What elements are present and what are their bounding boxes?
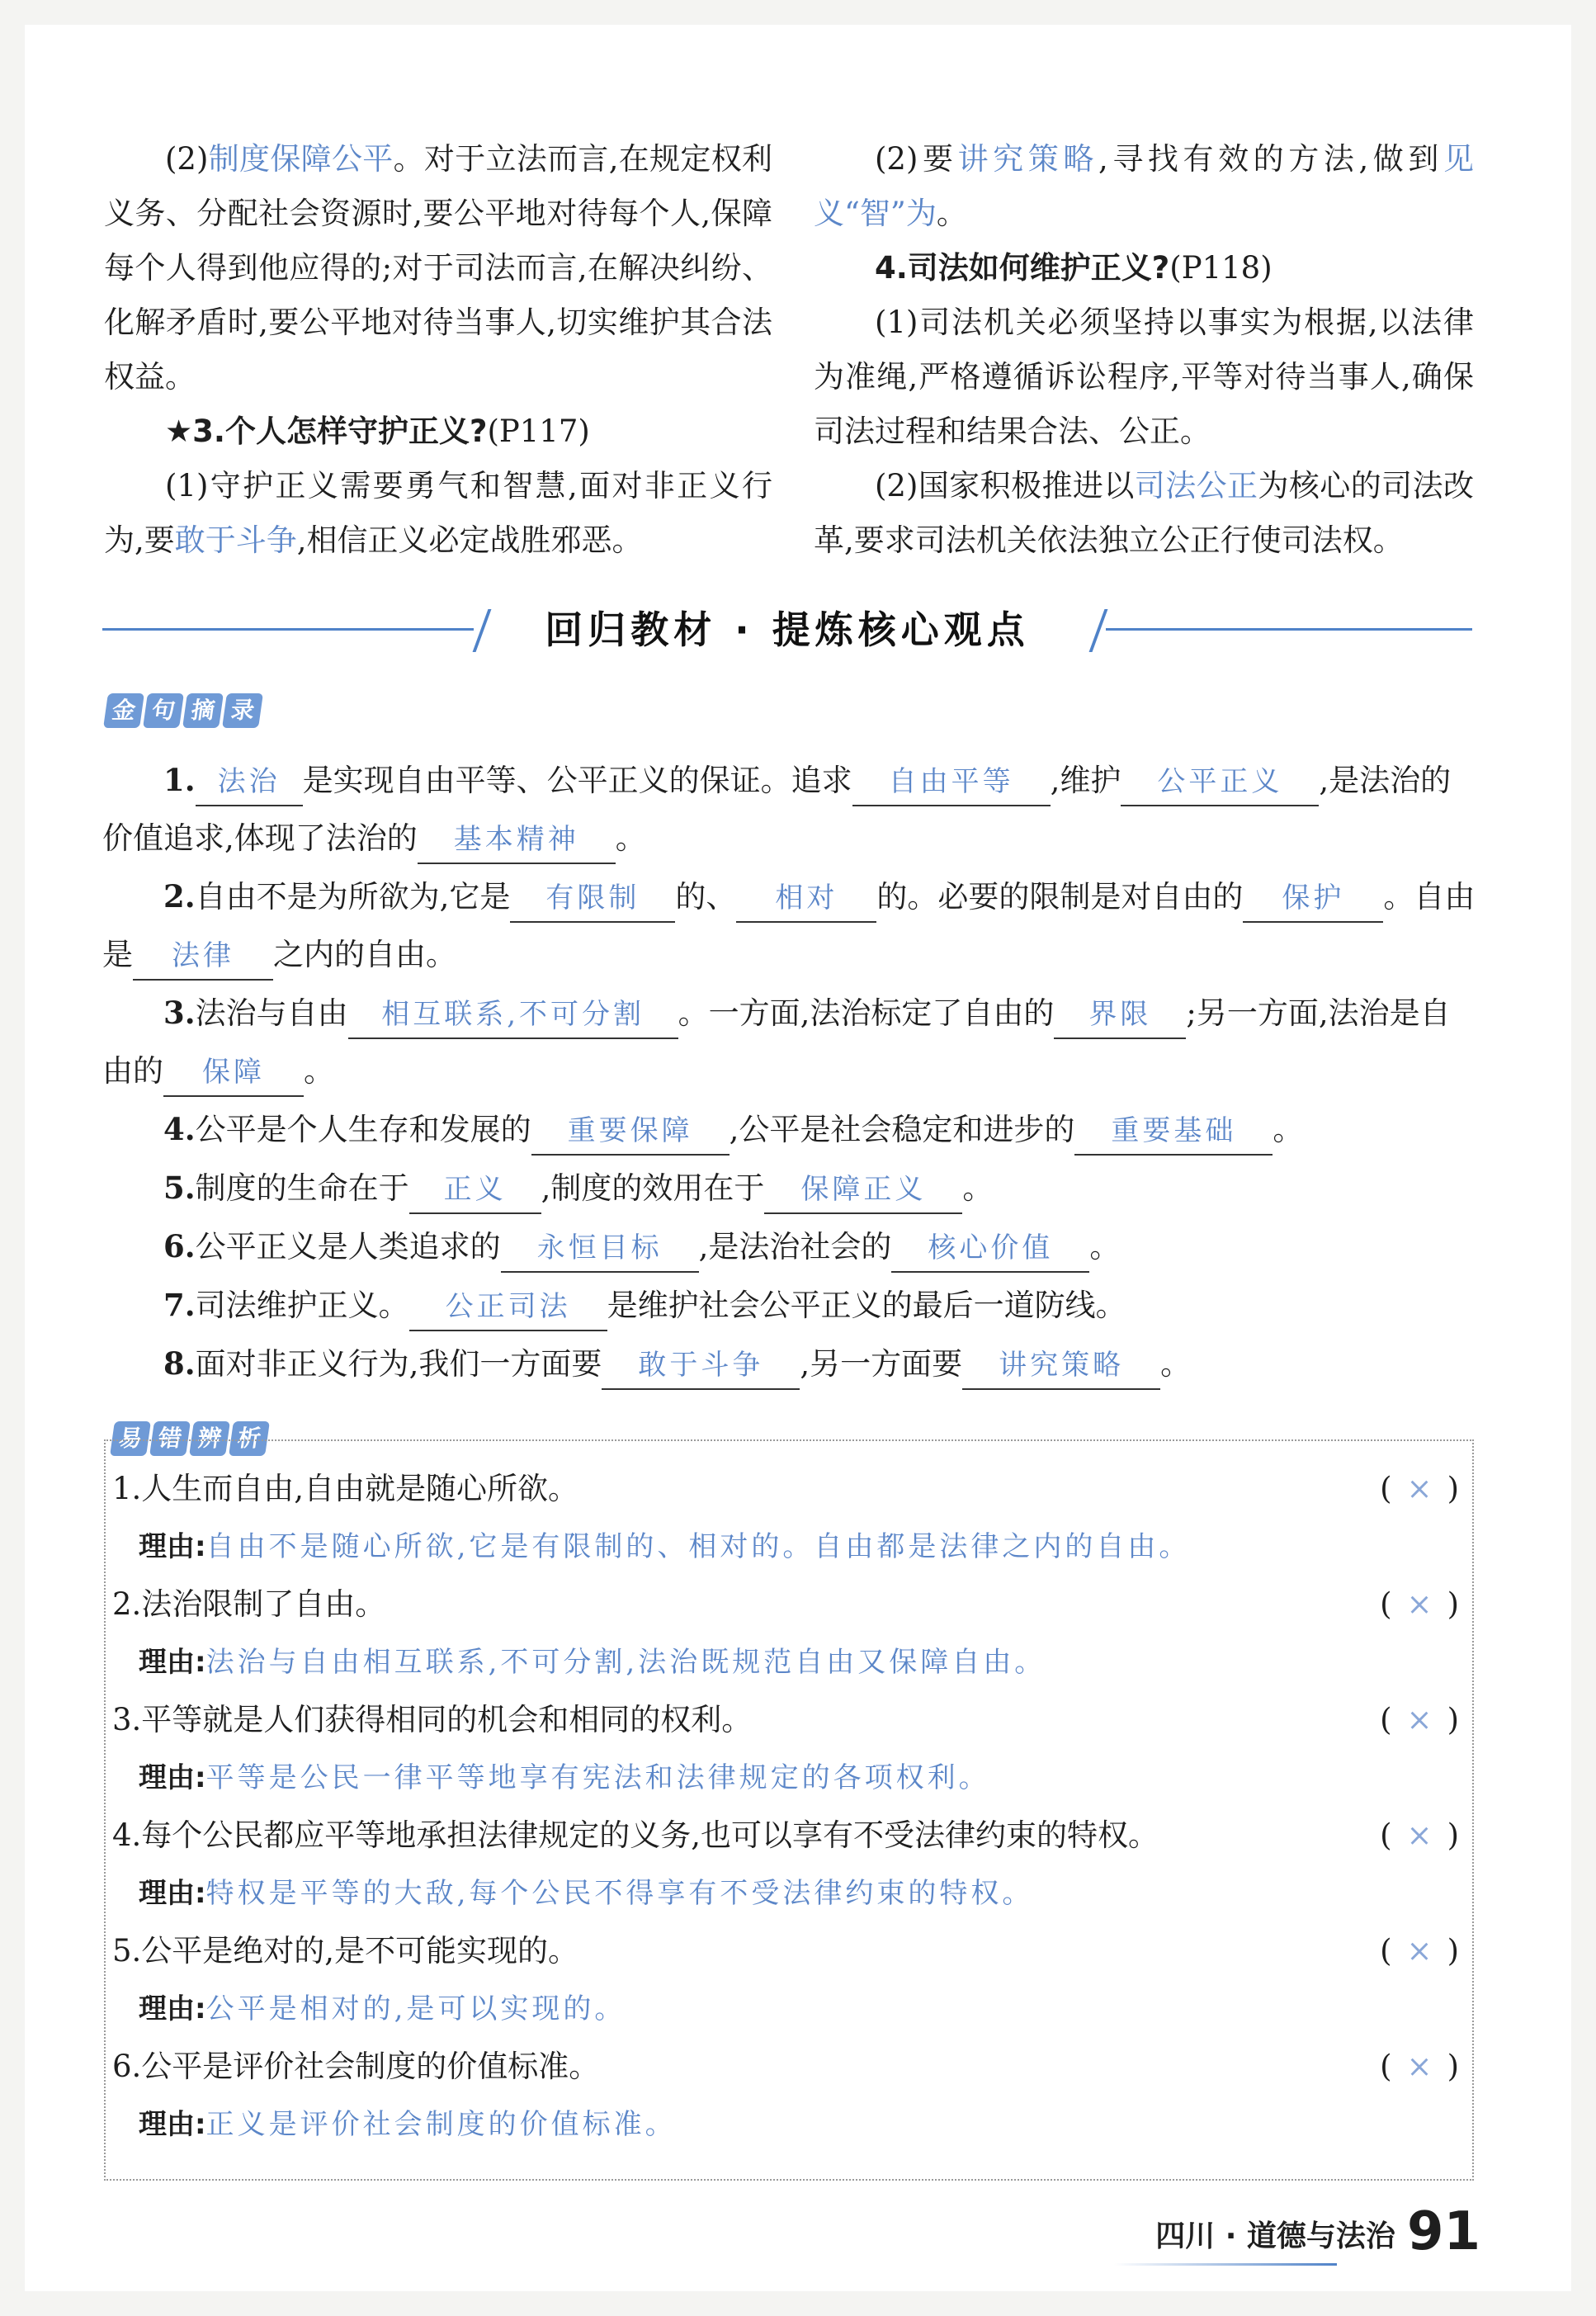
answer-blank: 相对 <box>736 875 876 923</box>
text: 公平正义是人类追求的 <box>195 1229 501 1264</box>
header-slash-left <box>473 609 492 652</box>
item-number: 1. <box>163 762 196 798</box>
paren-open: ( <box>1380 2049 1392 2084</box>
text: ,公平是社会稳定和进步的 <box>729 1112 1075 1147</box>
fill-item-8 <box>102 1335 1480 1393</box>
statement: 6.公平是评价社会制度的价值标准。 <box>112 2049 600 2084</box>
reason-3 <box>139 1755 1459 1801</box>
text: (1)守护正义需要勇气和智慧,面对非正义行为,要 <box>104 468 772 558</box>
text: 。自由是 <box>102 879 1476 972</box>
answer-text: 司法公正 <box>1134 468 1258 503</box>
paren-close: ) <box>1447 1471 1459 1506</box>
page-ref: (P117) <box>487 414 590 449</box>
question-4 <box>814 241 1474 295</box>
wrong-mark-icon: × <box>1406 1933 1433 1969</box>
item-number: 4. <box>163 1111 196 1147</box>
wrong-mark-icon: × <box>1406 1702 1433 1737</box>
fill-item-2 <box>102 867 1480 984</box>
answer-blank: 界限 <box>1054 991 1186 1039</box>
text: (2)要 <box>875 141 958 177</box>
header-slash-right <box>1089 609 1108 652</box>
paren-open: ( <box>1380 1471 1392 1506</box>
text: ,寻找有效的方法,做到 <box>1098 141 1443 177</box>
text: ,相信正义必定战胜邪恶。 <box>296 522 643 558</box>
wrong-mark-icon: × <box>1406 1471 1433 1506</box>
tag-char: 句 <box>143 693 184 728</box>
answer-blank: 正义 <box>409 1166 541 1214</box>
statement: 1.人生而自由,自由就是随心所欲。 <box>112 1471 579 1506</box>
text: 。 <box>1160 1346 1192 1382</box>
answer-paren <box>1360 2044 1459 2090</box>
item-number: 8. <box>163 1345 196 1382</box>
page-footer <box>1155 2195 1480 2262</box>
answer-text: 制度保障公平 <box>208 141 394 177</box>
answer-paren <box>1360 1581 1459 1628</box>
text: 为核心的司法改革,要求司法机关依法独立公正行使司法权。 <box>814 468 1474 558</box>
fill-item-3 <box>102 984 1480 1100</box>
fill-item-6 <box>102 1217 1480 1276</box>
judge-item-5 <box>112 1928 1466 1974</box>
reason-label: 理由: <box>139 1646 206 1679</box>
footer-rule <box>1114 2263 1337 2266</box>
page-number: 91 <box>1406 2201 1480 2262</box>
answer-blank: 有限制 <box>510 875 675 923</box>
paren-close: ) <box>1447 1817 1459 1853</box>
section-header <box>102 601 1472 659</box>
tag-char: 析 <box>229 1421 270 1456</box>
answer-paren <box>1360 1466 1459 1512</box>
header-rule-left <box>102 628 474 631</box>
answer-paren <box>1360 1813 1459 1859</box>
text: ,另一方面要 <box>800 1346 963 1382</box>
reason-label: 理由: <box>139 1530 206 1563</box>
answer-blank: 永恒目标 <box>501 1225 699 1273</box>
question-title: 4.司法如何维护正义? <box>875 250 1170 286</box>
answer-blank: 自由平等 <box>852 759 1051 806</box>
text: 。 <box>1089 1229 1121 1264</box>
answer-blank: 保障正义 <box>764 1166 962 1214</box>
page-ref: (P118) <box>1169 250 1273 286</box>
text: ,维护 <box>1050 763 1121 798</box>
answer-blank: 法治 <box>196 759 303 806</box>
question-title: ★3.个人怎样守护正义? <box>165 414 488 449</box>
text: 。对于立法而言,在规定权利义务、分配社会资源时,要公平地对待每个人,保障每个人得到他应得的;对于司法而言,在解决纠纷、化解矛盾时,要公平地对待当事人,切实维护其合法权益。 <box>104 141 773 395</box>
reason-4 <box>139 1870 1459 1917</box>
item-number: 3. <box>163 995 196 1031</box>
item-number: 7. <box>163 1287 196 1323</box>
reason-label: 理由: <box>139 2108 206 2141</box>
paren-open: ( <box>1380 1933 1392 1969</box>
wrong-mark-icon: × <box>1406 1586 1433 1622</box>
reason-6 <box>139 2101 1459 2148</box>
answer-blank: 讲究策略 <box>962 1342 1160 1390</box>
reason-1 <box>139 1524 1459 1570</box>
paren-close: ) <box>1447 1702 1459 1737</box>
reason-text: 特权是平等的大敌,每个公民不得享有不受法律约束的特权。 <box>205 1877 1034 1910</box>
tag-char: 金 <box>103 693 144 728</box>
text: 之内的自由。 <box>273 937 456 972</box>
right-paragraph-1 <box>814 132 1474 241</box>
judge-item-1 <box>112 1466 1466 1512</box>
reason-text: 自由不是随心所欲,它是有限制的、相对的。自由都是法律之内的自由。 <box>205 1530 1191 1563</box>
paren-open: ( <box>1380 1702 1392 1737</box>
reason-text: 正义是评价社会制度的价值标准。 <box>205 2108 677 2141</box>
reason-label: 理由: <box>139 1761 206 1794</box>
right-column <box>814 132 1474 568</box>
answer-blank: 重要保障 <box>531 1108 730 1156</box>
text: (2)国家积极推进以 <box>875 468 1135 503</box>
wrong-mark-icon: × <box>1406 2049 1433 2084</box>
text: 公平是个人生存和发展的 <box>195 1112 531 1147</box>
reason-label: 理由: <box>139 1992 206 2025</box>
text: 司法维护正义。 <box>195 1288 409 1323</box>
answer-paren <box>1360 1697 1459 1743</box>
left-column <box>104 132 772 568</box>
answer-blank: 相互联系,不可分割 <box>348 991 678 1039</box>
answer-blank: 保护 <box>1243 875 1383 923</box>
reason-5 <box>139 1986 1459 2032</box>
answer-text: 讲究策略 <box>957 141 1098 177</box>
answer-blank: 公正司法 <box>409 1283 607 1331</box>
text: 。 <box>962 1170 994 1206</box>
text: ,是法治的价值追求,体现了法治的 <box>102 763 1452 856</box>
tag-golden-sentences <box>106 693 261 728</box>
text: 自由不是为所欲为,它是 <box>195 879 511 915</box>
text: 法治与自由 <box>195 995 348 1031</box>
answer-blank: 基本精神 <box>418 816 616 864</box>
answer-blank: 保障 <box>163 1049 304 1097</box>
left-paragraph-2 <box>104 459 772 568</box>
tag-char: 辨 <box>189 1421 230 1456</box>
header-rule-right <box>1106 628 1472 631</box>
paren-close: ) <box>1447 1933 1459 1969</box>
paren-close: ) <box>1447 1586 1459 1622</box>
text: 是实现自由平等、公平正义的保证。追求 <box>302 763 852 798</box>
fill-in-section <box>102 751 1480 1393</box>
text: ,是法治社会的 <box>698 1229 892 1264</box>
answer-blank: 法律 <box>133 933 273 981</box>
statement: 3.平等就是人们获得相同的机会和相同的权利。 <box>112 1702 753 1737</box>
reason-text: 法治与自由相互联系,不可分割,法治既规范自由又保障自由。 <box>205 1646 1046 1679</box>
judgement-box <box>104 1439 1474 2181</box>
fill-item-7 <box>102 1276 1480 1335</box>
left-paragraph-1 <box>104 132 772 404</box>
wrong-mark-icon: × <box>1406 1817 1433 1853</box>
right-paragraph-3 <box>814 459 1474 568</box>
judge-item-4 <box>112 1813 1466 1859</box>
section-title: 回归教材 · 提炼核心观点 <box>545 607 1030 652</box>
answer-blank: 核心价值 <box>891 1225 1089 1273</box>
item-number: 2. <box>163 878 196 915</box>
judge-item-3 <box>112 1697 1466 1743</box>
reason-text: 公平是相对的,是可以实现的。 <box>205 1992 626 2025</box>
reason-2 <box>139 1639 1459 1685</box>
tag-char: 摘 <box>182 693 224 728</box>
text: 。 <box>304 1053 334 1089</box>
text: ;另一方面,法治是自由的 <box>102 995 1451 1089</box>
answer-blank: 敢于斗争 <box>602 1342 800 1390</box>
text: 面对非正义行为,我们一方面要 <box>195 1346 602 1382</box>
judge-item-6 <box>112 2044 1466 2090</box>
tag-char: 易 <box>110 1421 151 1456</box>
tag-char: 录 <box>222 693 263 728</box>
judge-item-2 <box>112 1581 1466 1628</box>
answer-text: 敢于斗争 <box>174 522 297 558</box>
item-number: 5. <box>163 1170 196 1206</box>
question-3 <box>104 404 772 459</box>
tag-char: 错 <box>149 1421 191 1456</box>
text: 的。必要的限制是对自由的 <box>876 879 1244 915</box>
statement: 5.公平是绝对的,是不可能实现的。 <box>112 1933 579 1969</box>
statement: 4.每个公民都应平等地承担法律规定的义务,也可以享有不受法律约束的特权。 <box>112 1817 1159 1853</box>
text: 制度的生命在于 <box>195 1170 409 1206</box>
reason-text: 平等是公民一律平等地享有宪法和法律规定的各项权利。 <box>205 1761 990 1794</box>
reason-label: 理由: <box>139 1877 206 1910</box>
paren-close: ) <box>1447 2049 1459 2084</box>
fill-item-5 <box>102 1159 1480 1217</box>
text: 。 <box>615 820 646 856</box>
statement: 2.法治限制了自由。 <box>112 1586 386 1622</box>
text: (2) <box>165 141 209 177</box>
text: 。 <box>936 196 967 231</box>
text: 的、 <box>675 879 737 915</box>
fill-item-4 <box>102 1100 1480 1159</box>
answer-blank: 公平正义 <box>1121 759 1319 806</box>
paren-open: ( <box>1380 1817 1392 1853</box>
answer-paren <box>1360 1928 1459 1974</box>
paren-open: ( <box>1380 1586 1392 1622</box>
text: 。 <box>1273 1112 1304 1147</box>
item-number: 6. <box>163 1228 196 1264</box>
text: 。一方面,法治标定了自由的 <box>678 995 1055 1031</box>
answer-text: 见义“智”为 <box>814 141 1474 231</box>
answer-blank: 重要基础 <box>1074 1108 1273 1156</box>
fill-item-1 <box>102 751 1480 867</box>
text: ,制度的效用在于 <box>541 1170 765 1206</box>
text: 是维护社会公平正义的最后一道防线。 <box>607 1288 1126 1323</box>
right-paragraph-2: (1)司法机关必须坚持以事实为根据,以法律为准绳,严格遵循诉讼程序,平等对待当事人,确保司法过程和结果合法、公正。 <box>814 305 1474 449</box>
footer-subject: 四川 · 道德与法治 <box>1155 2219 1395 2253</box>
